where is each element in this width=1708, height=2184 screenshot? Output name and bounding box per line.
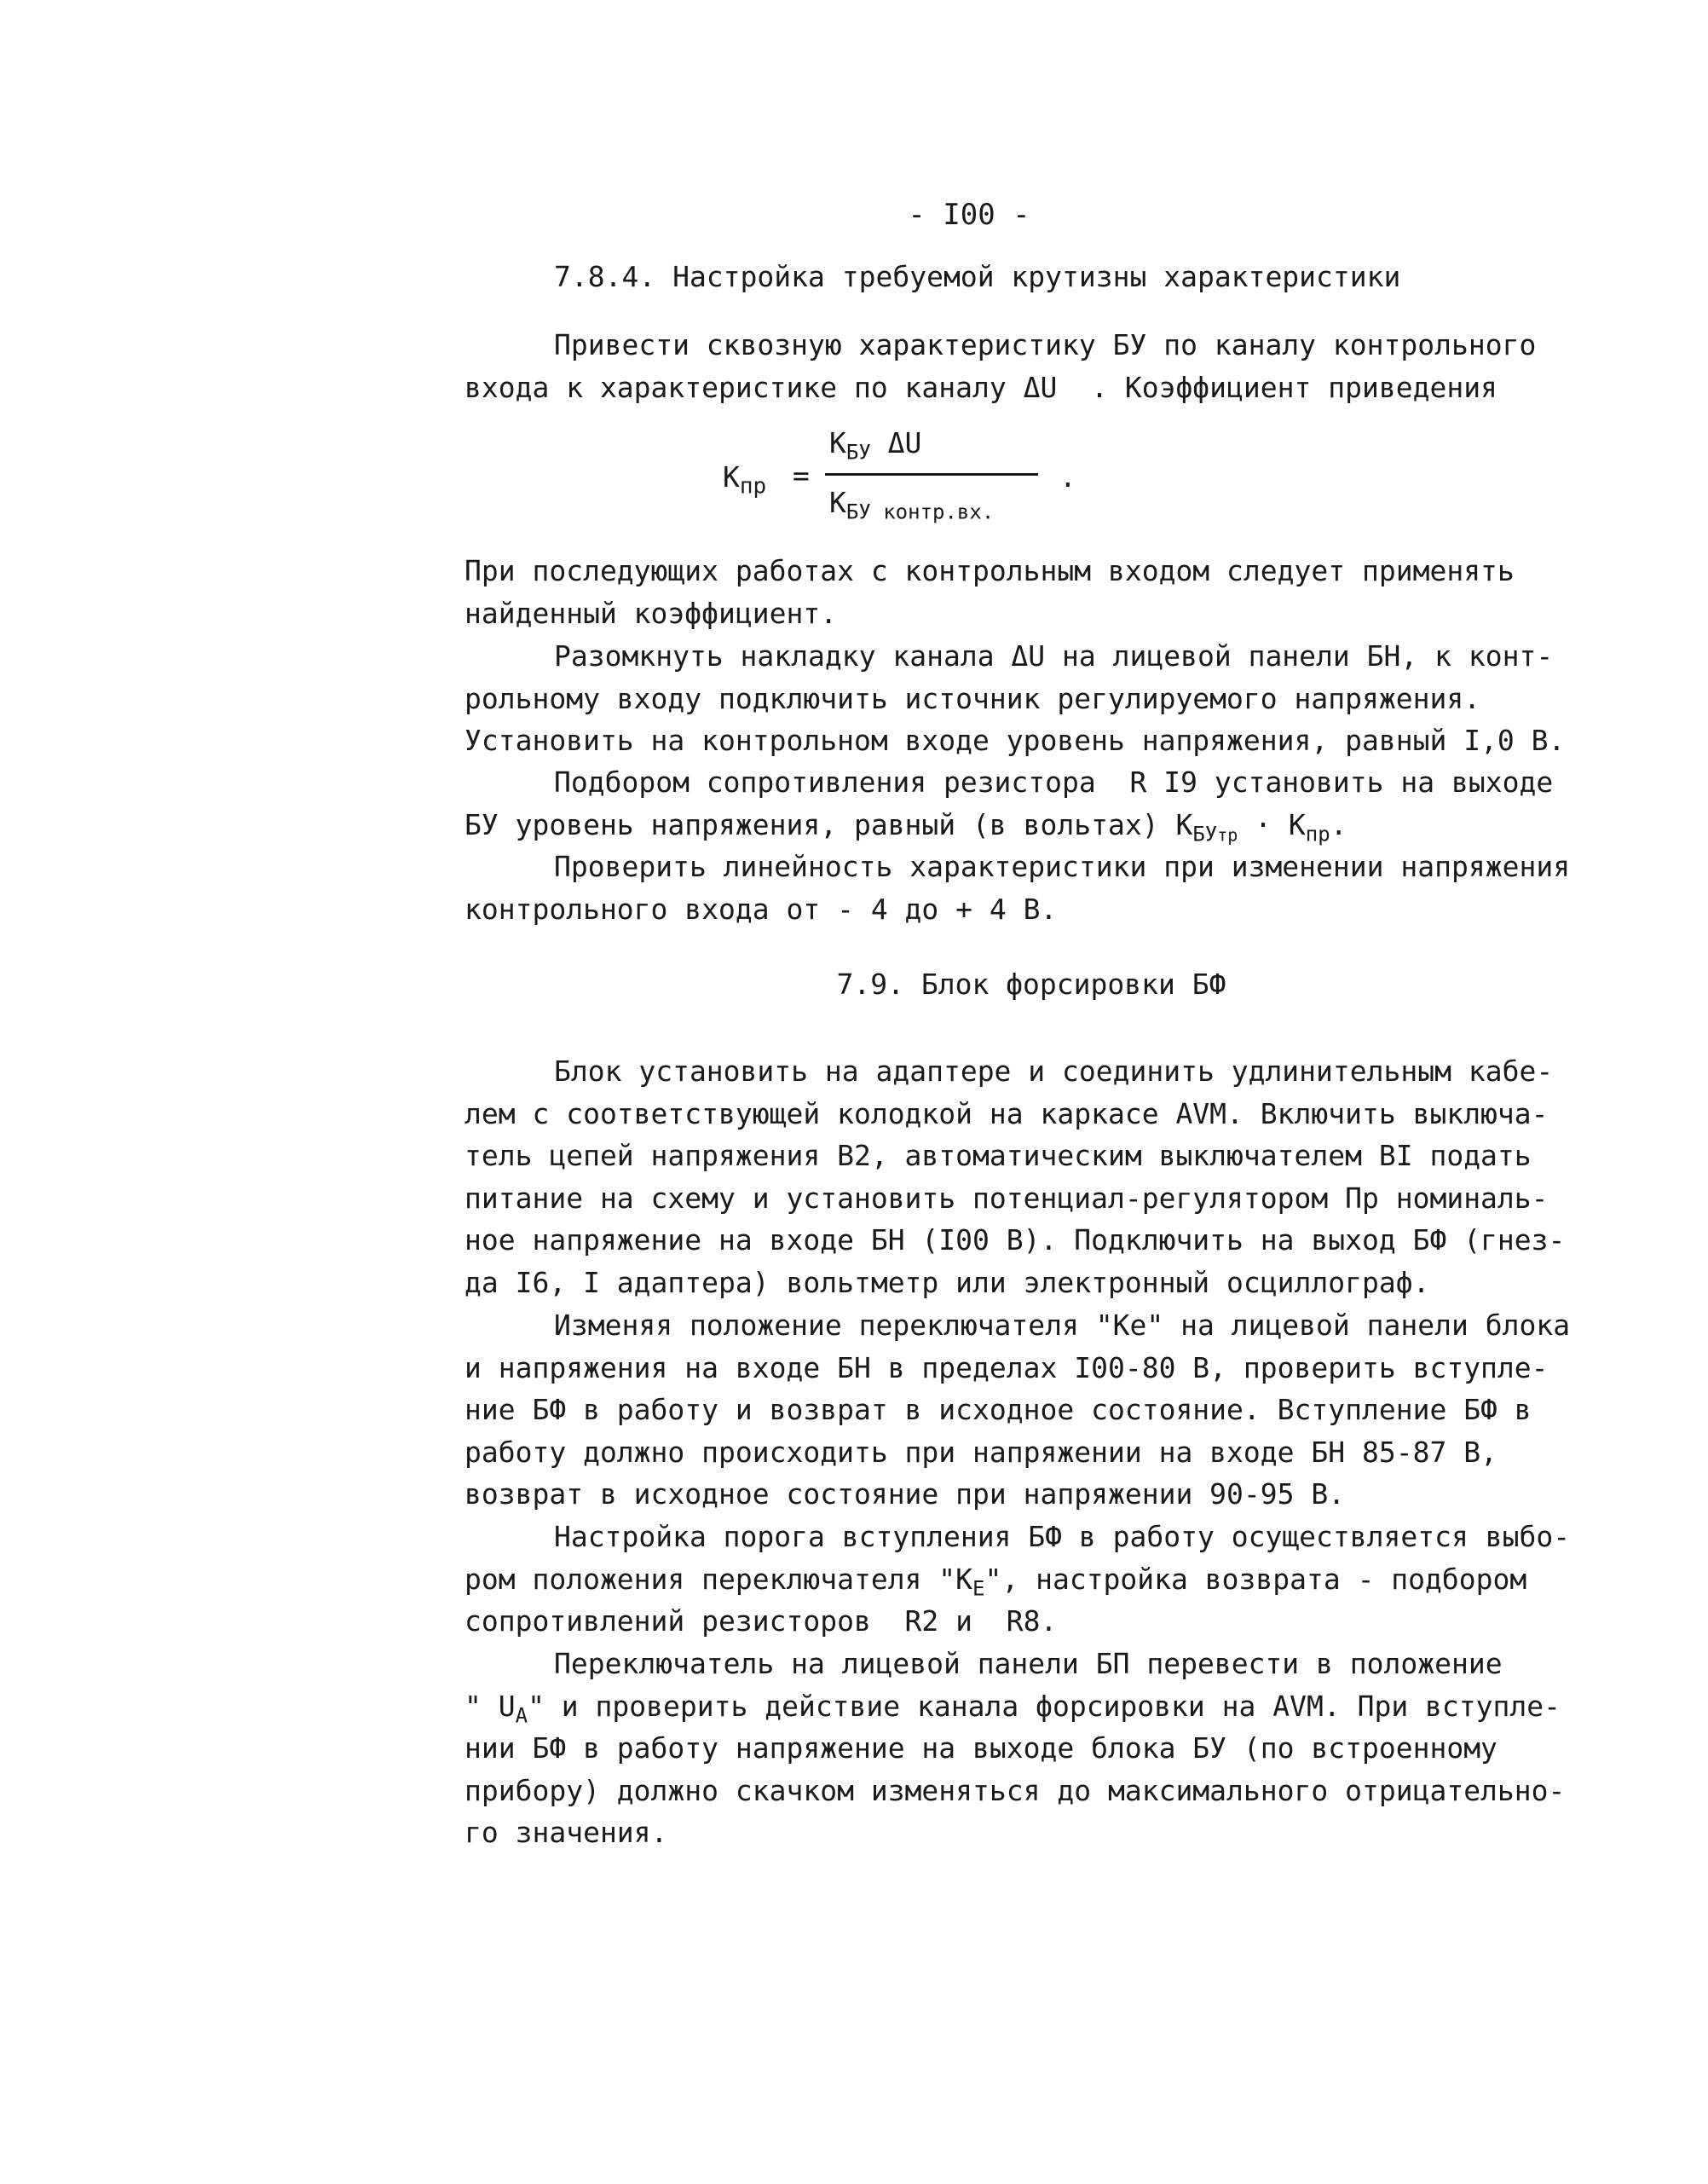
formula-lhs-base: K bbox=[723, 460, 740, 494]
text-line: работу должно происходить при напряжении на входе БН 85-87 В, bbox=[465, 1435, 1497, 1469]
formula-equals: = bbox=[793, 459, 810, 492]
text-line: Изменяя положение переключателя "Ке" на лицевой панели блока bbox=[554, 1309, 1571, 1342]
paragraph bbox=[465, 1516, 1598, 1643]
text-line: Проверить линейность характеристики при изменении напряжения bbox=[554, 850, 1571, 883]
text-line: нии БФ в работу напряжение на выходе блока БУ (по встроенному bbox=[465, 1731, 1497, 1765]
text-line: прибору) должно скачком изменяться до максимального отрицательно- bbox=[465, 1773, 1566, 1807]
text-line: ние БФ в работу и возврат в исходное состояние. Вступление БФ в bbox=[465, 1393, 1532, 1426]
formula-lhs-sub: пр bbox=[739, 473, 767, 500]
text-line: Переключатель на лицевой панели БП перевести в положение bbox=[554, 1647, 1503, 1680]
formula-trailing-dot: . bbox=[1059, 460, 1076, 494]
text-line: тель цепей напряжения В2, автоматическим выключателем ВI подать bbox=[465, 1139, 1532, 1172]
subscript: БУ bbox=[1192, 822, 1218, 846]
subscript: A bbox=[515, 1703, 528, 1728]
text-line: Привести сквозную характеристику БУ по каналу контрольного bbox=[554, 328, 1537, 361]
fraction-bar bbox=[825, 473, 1038, 476]
text-line: го значения. bbox=[465, 1816, 668, 1849]
text-line bbox=[465, 804, 1598, 846]
formula-num-sub: БУ bbox=[845, 440, 871, 465]
text-line: питание на схему и установить потенциал-регулятором Пр номиналь- bbox=[465, 1181, 1549, 1215]
formula-num-base: K bbox=[829, 426, 846, 459]
subscript: E bbox=[972, 1576, 985, 1601]
formula-num-tail: ΔU bbox=[870, 426, 922, 459]
text-span: . bbox=[1330, 807, 1347, 841]
paragraph bbox=[465, 324, 1598, 408]
subscript: пр bbox=[1305, 822, 1330, 846]
formula-den-base: K bbox=[829, 486, 846, 519]
text-line: найденный коэффициент. bbox=[465, 596, 838, 630]
text-line: Блок установить на адаптере и соединить удлинительным кабе- bbox=[554, 1054, 1554, 1088]
formula-lhs bbox=[723, 460, 766, 500]
text-line: да I6, I адаптера) вольтметр или электронный осциллограф. bbox=[465, 1265, 1430, 1299]
text-line: входа к характеристике по каналу ΔU . Коэффициент приведения bbox=[465, 370, 1497, 404]
paragraph bbox=[465, 1304, 1598, 1516]
subscript: тр bbox=[1217, 824, 1238, 846]
text-line: сопротивлений резисторов R2 и R8. bbox=[465, 1604, 1058, 1638]
text-span: БУ уровень напряжения, равный (в вольтах) K bbox=[465, 807, 1193, 841]
text-line: и напряжения на входе БН в пределах I00-80 В, проверить вступле- bbox=[465, 1350, 1549, 1384]
formula-numerator bbox=[829, 426, 921, 465]
formula-denominator bbox=[829, 486, 994, 524]
page-number: - I00 - bbox=[908, 198, 1030, 232]
text-span: " и проверить действие канала форсировки на AVM. При вступле- bbox=[528, 1689, 1561, 1723]
text-span: ром положения переключателя "K bbox=[465, 1562, 973, 1596]
section-7-9 bbox=[465, 963, 1598, 1006]
paragraph bbox=[465, 635, 1598, 762]
text-line bbox=[465, 1558, 1598, 1601]
text-line bbox=[465, 1685, 1598, 1728]
text-line: контрольного входа от - 4 до + 4 В. bbox=[465, 892, 1058, 926]
text-line: ное напряжение на входе БН (I00 В). Подключить на выход БФ (гнез- bbox=[465, 1223, 1566, 1257]
section-7-8-4 bbox=[465, 256, 1598, 298]
text-line: возврат в исходное состояние при напряжении 90-95 В. bbox=[465, 1477, 1346, 1511]
formula-den-sub: БУ контр.вх. bbox=[845, 500, 995, 524]
text-line: Подбором сопротивления резистора R I9 установить на выходе bbox=[554, 766, 1554, 799]
paragraph bbox=[465, 1643, 1598, 1854]
section-heading: 7.9. Блок форсировки БФ bbox=[836, 968, 1226, 1001]
section-heading: 7.8.4. Настройка требуемой крутизны характеристики bbox=[554, 260, 1401, 293]
paragraph bbox=[465, 761, 1598, 930]
text-span: · K bbox=[1238, 807, 1306, 841]
text-span: ", настройка возврата - подбором bbox=[984, 1562, 1527, 1596]
text-line: Разомкнуть накладку канала ΔU на лицевой панели БН, к конт- bbox=[554, 639, 1554, 673]
paragraph bbox=[465, 550, 1598, 634]
text-line: лем с соответствующей колодкой на каркасе AVM. Включить выключа- bbox=[465, 1096, 1549, 1130]
paragraph bbox=[465, 1050, 1598, 1303]
coefficient-formula bbox=[723, 426, 1319, 537]
text-line: Настройка порога вступления БФ в работу осуществляется выбо- bbox=[554, 1520, 1571, 1553]
text-line: рольному входу подключить источник регулируемого напряжения. bbox=[465, 681, 1481, 715]
text-line: Установить на контрольном входе уровень напряжения, равный I,0 В. bbox=[465, 724, 1566, 757]
text-span: " U bbox=[465, 1689, 516, 1723]
text-line: При последующих работах с контрольным входом следует применять bbox=[465, 554, 1515, 587]
